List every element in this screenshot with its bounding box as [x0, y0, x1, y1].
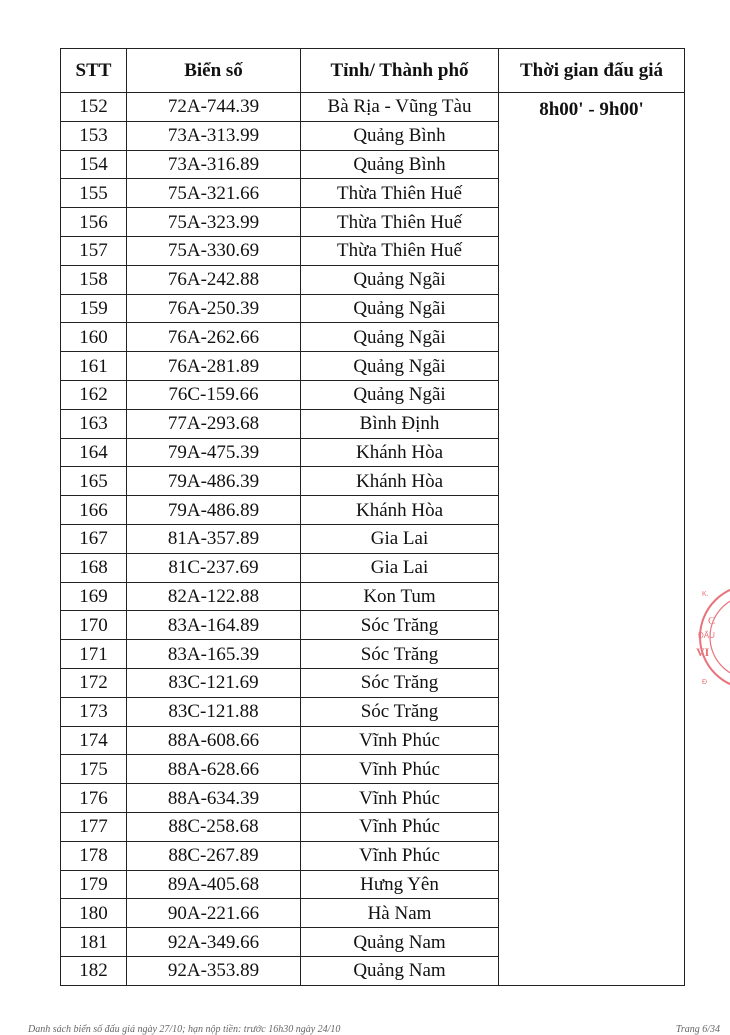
cell-province: Thừa Thiên Huế — [301, 236, 499, 265]
cell-stt: 166 — [61, 496, 127, 525]
cell-plate: 77A-293.68 — [127, 409, 301, 438]
cell-plate: 76A-242.88 — [127, 265, 301, 294]
cell-province: Hưng Yên — [301, 870, 499, 899]
header-province: Tỉnh/ Thành phố — [301, 49, 499, 93]
footer-note: Danh sách biển số đấu giá ngày 27/10; hạn nộp tiền: trước 16h30 ngày 24/10 — [28, 1024, 341, 1035]
cell-stt: 153 — [61, 121, 127, 150]
cell-plate: 88C-267.89 — [127, 841, 301, 870]
header-stt: STT — [61, 49, 127, 93]
cell-stt: 152 — [61, 93, 127, 122]
cell-plate: 72A-744.39 — [127, 93, 301, 122]
table-body — [61, 93, 685, 986]
cell-stt: 158 — [61, 265, 127, 294]
cell-province: Sóc Trăng — [301, 611, 499, 640]
red-seal-stamp — [692, 572, 730, 702]
cell-province: Quảng Bình — [301, 121, 499, 150]
cell-plate: 79A-486.89 — [127, 496, 301, 525]
cell-stt: 165 — [61, 467, 127, 496]
cell-stt: 168 — [61, 553, 127, 582]
svg-text:C: C — [708, 615, 716, 627]
cell-province: Quảng Nam — [301, 928, 499, 957]
table-row — [61, 93, 685, 122]
cell-province: Gia Lai — [301, 553, 499, 582]
cell-stt: 169 — [61, 582, 127, 611]
cell-stt: 174 — [61, 726, 127, 755]
cell-plate: 89A-405.68 — [127, 870, 301, 899]
cell-province: Khánh Hòa — [301, 438, 499, 467]
cell-stt: 170 — [61, 611, 127, 640]
cell-province: Quảng Ngãi — [301, 352, 499, 381]
cell-province: Quảng Ngãi — [301, 265, 499, 294]
cell-plate: 92A-353.89 — [127, 956, 301, 985]
svg-text:K.: K. — [702, 591, 709, 598]
cell-plate: 81A-357.89 — [127, 524, 301, 553]
cell-stt: 180 — [61, 899, 127, 928]
cell-stt: 179 — [61, 870, 127, 899]
cell-stt: 178 — [61, 841, 127, 870]
cell-stt: 182 — [61, 956, 127, 985]
cell-plate: 79A-486.39 — [127, 467, 301, 496]
cell-province: Sóc Trăng — [301, 668, 499, 697]
cell-plate: 83A-164.89 — [127, 611, 301, 640]
cell-province: Vĩnh Phúc — [301, 841, 499, 870]
cell-stt: 162 — [61, 380, 127, 409]
cell-stt: 159 — [61, 294, 127, 323]
cell-stt: 164 — [61, 438, 127, 467]
cell-plate: 73A-316.89 — [127, 150, 301, 179]
cell-plate: 79A-475.39 — [127, 438, 301, 467]
cell-plate: 76A-262.66 — [127, 323, 301, 352]
cell-plate: 76A-250.39 — [127, 294, 301, 323]
cell-plate: 88A-628.66 — [127, 755, 301, 784]
cell-plate: 76A-281.89 — [127, 352, 301, 381]
cell-stt: 154 — [61, 150, 127, 179]
cell-province: Quảng Bình — [301, 150, 499, 179]
cell-stt: 181 — [61, 928, 127, 957]
auction-plate-table — [60, 48, 685, 986]
cell-province: Vĩnh Phúc — [301, 726, 499, 755]
cell-stt: 175 — [61, 755, 127, 784]
cell-province: Bà Rịa - Vũng Tàu — [301, 93, 499, 122]
cell-stt: 160 — [61, 323, 127, 352]
cell-plate: 83C-121.69 — [127, 668, 301, 697]
cell-stt: 177 — [61, 812, 127, 841]
cell-province: Hà Nam — [301, 899, 499, 928]
cell-plate: 88C-258.68 — [127, 812, 301, 841]
header-plate: Biển số — [127, 49, 301, 93]
cell-plate: 81C-237.69 — [127, 553, 301, 582]
cell-province: Thừa Thiên Huế — [301, 179, 499, 208]
cell-stt: 167 — [61, 524, 127, 553]
cell-plate: 83A-165.39 — [127, 640, 301, 669]
cell-stt: 172 — [61, 668, 127, 697]
cell-province: Gia Lai — [301, 524, 499, 553]
cell-auction-time: 8h00' - 9h00' — [499, 93, 685, 986]
cell-plate: 75A-323.99 — [127, 208, 301, 237]
cell-stt: 163 — [61, 409, 127, 438]
cell-province: Quảng Ngãi — [301, 380, 499, 409]
cell-plate: 92A-349.66 — [127, 928, 301, 957]
svg-text:Đ: Đ — [702, 679, 708, 686]
cell-province: Thừa Thiên Huế — [301, 208, 499, 237]
cell-province: Vĩnh Phúc — [301, 812, 499, 841]
cell-province: Vĩnh Phúc — [301, 784, 499, 813]
cell-plate: 90A-221.66 — [127, 899, 301, 928]
cell-plate: 76C-159.66 — [127, 380, 301, 409]
cell-stt: 171 — [61, 640, 127, 669]
cell-province: Quảng Ngãi — [301, 323, 499, 352]
cell-plate: 75A-321.66 — [127, 179, 301, 208]
cell-province: Vĩnh Phúc — [301, 755, 499, 784]
cell-province: Khánh Hòa — [301, 496, 499, 525]
cell-province: Sóc Trăng — [301, 640, 499, 669]
cell-province: Quảng Ngãi — [301, 294, 499, 323]
cell-plate: 75A-330.69 — [127, 236, 301, 265]
cell-plate: 88A-608.66 — [127, 726, 301, 755]
cell-province: Sóc Trăng — [301, 697, 499, 726]
cell-stt: 155 — [61, 179, 127, 208]
cell-stt: 156 — [61, 208, 127, 237]
cell-stt: 161 — [61, 352, 127, 381]
cell-province: Kon Tum — [301, 582, 499, 611]
cell-plate: 73A-313.99 — [127, 121, 301, 150]
cell-stt: 173 — [61, 697, 127, 726]
cell-plate: 88A-634.39 — [127, 784, 301, 813]
cell-stt: 157 — [61, 236, 127, 265]
cell-province: Bình Định — [301, 409, 499, 438]
svg-text:ĐẤU: ĐẤU — [698, 631, 715, 640]
svg-text:VI: VI — [696, 645, 710, 659]
cell-plate: 82A-122.88 — [127, 582, 301, 611]
cell-province: Khánh Hòa — [301, 467, 499, 496]
cell-stt: 176 — [61, 784, 127, 813]
table-header-row — [61, 49, 685, 93]
cell-province: Quảng Nam — [301, 956, 499, 985]
page-number: Trang 6/34 — [675, 1024, 720, 1035]
cell-plate: 83C-121.88 — [127, 697, 301, 726]
header-auction-time: Thời gian đấu giá — [499, 49, 685, 93]
